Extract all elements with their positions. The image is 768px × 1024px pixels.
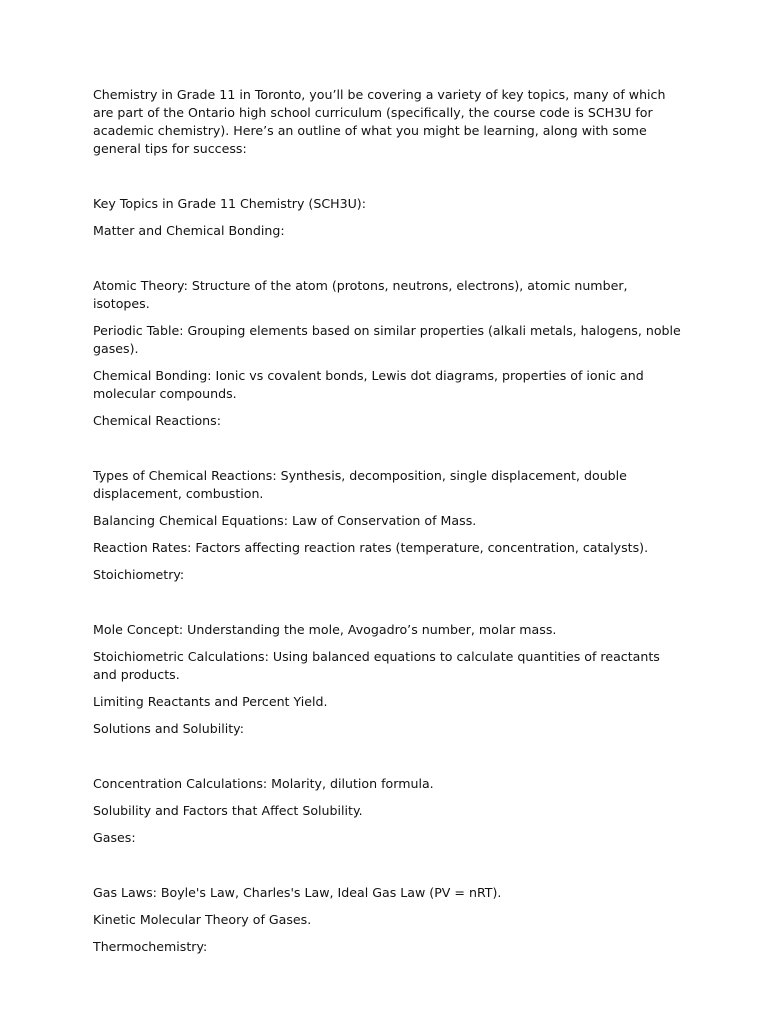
topic-item: Concentration Calculations: Molarity, dilution formula. <box>93 776 434 791</box>
topic-item: Mole Concept: Understanding the mole, Avogadro’s number, molar mass. <box>93 622 557 637</box>
section-title: Thermochemistry: <box>93 939 208 954</box>
topic-item: Types of Chemical Reactions: Synthesis, decomposition, single displacement, double displacement, combustion. <box>93 468 627 501</box>
section-title: Chemical Reactions: <box>93 413 221 428</box>
document-body <box>93 86 683 965</box>
topic-item: Solubility and Factors that Affect Solubility. <box>93 803 363 818</box>
topic-item: Chemical Bonding: Ionic vs covalent bonds, Lewis dot diagrams, properties of ionic and molecular compounds. <box>93 368 644 401</box>
topic-item: Reaction Rates: Factors affecting reaction rates (temperature, concentration, catalysts). <box>93 540 649 555</box>
key-topics-heading: Key Topics in Grade 11 Chemistry (SCH3U): <box>93 196 366 211</box>
section-title: Matter and Chemical Bonding: <box>93 223 285 238</box>
intro-paragraph: Chemistry in Grade 11 in Toronto, you’ll be covering a variety of key topics, many of which are part of the Ontario high school curriculum (specifically, the course code is SCH3U for academic chemistry). Here’s an outline of what you might be learning, along with some general tips for success: <box>93 87 666 156</box>
topic-item: Atomic Theory: Structure of the atom (protons, neutrons, electrons), atomic number, isotopes. <box>93 278 628 311</box>
topic-item: Kinetic Molecular Theory of Gases. <box>93 912 312 927</box>
topic-item: Gas Laws: Boyle's Law, Charles's Law, Ideal Gas Law (PV = nRT). <box>93 885 502 900</box>
topic-item: Balancing Chemical Equations: Law of Conservation of Mass. <box>93 513 477 528</box>
section-title: Solutions and Solubility: <box>93 721 244 736</box>
section-title: Stoichiometry: <box>93 567 185 582</box>
section-title: Gases: <box>93 830 136 845</box>
topic-item: Periodic Table: Grouping elements based on similar properties (alkali metals, halogens, noble gases). <box>93 323 681 356</box>
topic-item: Limiting Reactants and Percent Yield. <box>93 694 328 709</box>
topic-item: Stoichiometric Calculations: Using balanced equations to calculate quantities of reactants and products. <box>93 649 660 682</box>
